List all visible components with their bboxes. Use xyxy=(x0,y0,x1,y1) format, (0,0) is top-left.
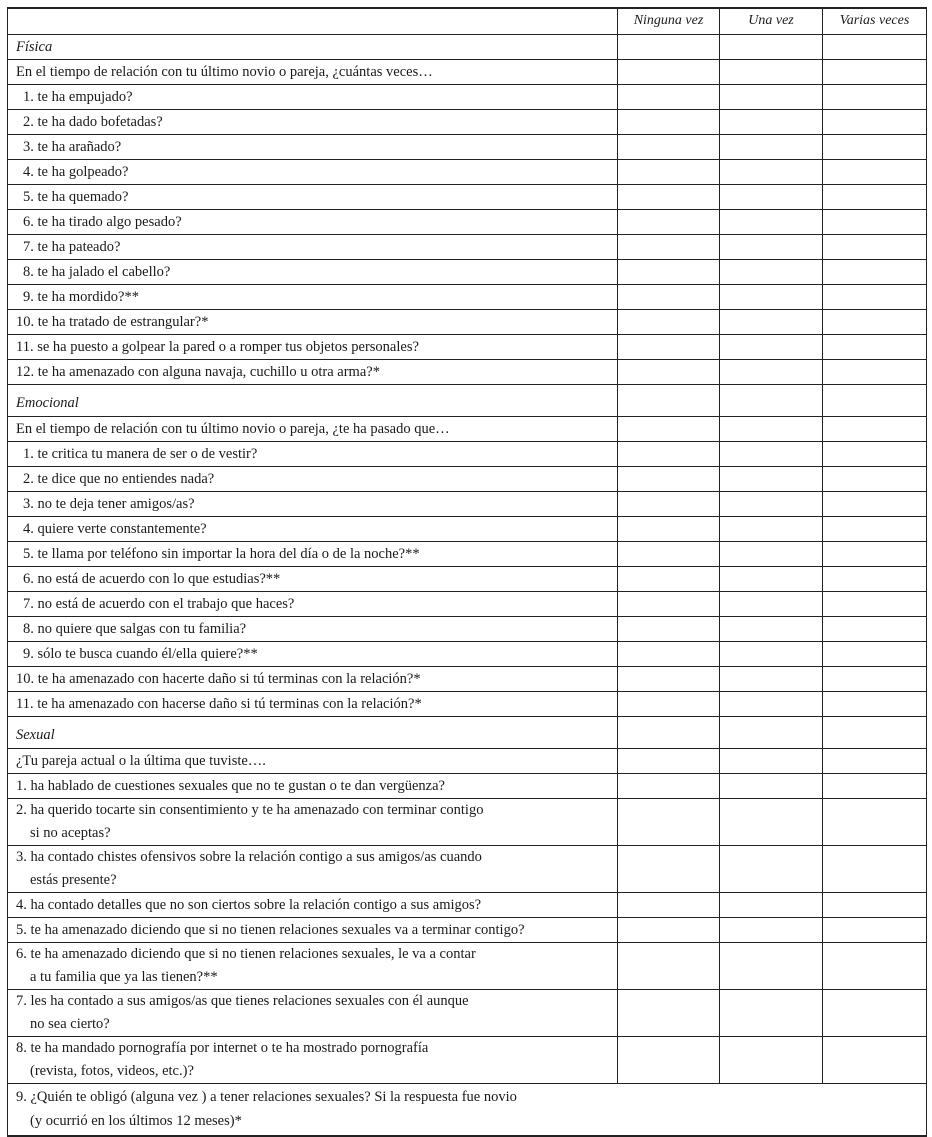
question-cell xyxy=(8,209,618,234)
question-text: 11. te ha amenazado con hacerse daño si tú terminas con la relación?* xyxy=(16,695,422,712)
question-text: 2. te ha dado bofetadas? xyxy=(23,113,163,130)
answer-cell-una-vez[interactable] xyxy=(720,184,823,209)
table-row xyxy=(8,1083,927,1136)
answer-cell-ninguna-vez[interactable] xyxy=(618,566,720,591)
questionnaire-table xyxy=(7,7,927,1137)
answer-cell-ninguna-vez[interactable] xyxy=(618,159,720,184)
table-row xyxy=(8,516,927,541)
answer-cell-una-vez[interactable] xyxy=(720,334,823,359)
answer-cell-varias-veces[interactable] xyxy=(823,591,927,616)
question-text-continued: estás presente? xyxy=(30,871,117,888)
question-text-continued: a tu familia que ya las tienen?** xyxy=(30,968,218,985)
answer-cell-ninguna-vez[interactable] xyxy=(618,666,720,691)
question-cell xyxy=(8,541,618,566)
header-varias-veces: Varias veces xyxy=(823,8,927,34)
question-text: 7. no está de acuerdo con el trabajo que haces? xyxy=(23,595,295,612)
answer-cell-ninguna-vez[interactable] xyxy=(618,616,720,641)
question-cell xyxy=(8,134,618,159)
answer-cell-varias-veces[interactable] xyxy=(823,84,927,109)
question-cell xyxy=(8,184,618,209)
answer-cell-ninguna-vez[interactable] xyxy=(618,209,720,234)
answer-cell-ninguna-vez[interactable] xyxy=(618,384,720,416)
table-row xyxy=(8,159,927,184)
header-empty-cell xyxy=(8,8,618,34)
answer-cell-una-vez[interactable] xyxy=(720,359,823,384)
answer-cell-una-vez[interactable] xyxy=(720,716,823,748)
answer-cell-varias-veces[interactable] xyxy=(823,159,927,184)
answer-cell-varias-veces[interactable] xyxy=(823,309,927,334)
answer-cell-una-vez[interactable] xyxy=(720,989,823,1036)
question-text: 9. ¿Quién te obligó (alguna vez ) a tener relaciones sexuales? Si la respuesta fue novio xyxy=(16,1089,517,1106)
question-cell xyxy=(8,416,618,441)
answer-cell-ninguna-vez[interactable] xyxy=(618,748,720,773)
answer-cell-varias-veces[interactable] xyxy=(823,748,927,773)
question-text: 6. no está de acuerdo con lo que estudias?** xyxy=(23,570,281,587)
section-heading-row xyxy=(8,34,927,59)
answer-cell-ninguna-vez[interactable] xyxy=(618,309,720,334)
table-row xyxy=(8,773,927,798)
question-cell xyxy=(8,309,618,334)
question-text: 8. te ha mandado pornografía por internet o te ha mostrado pornografía xyxy=(16,1039,429,1056)
answer-cell-ninguna-vez[interactable] xyxy=(618,845,720,892)
question-cell xyxy=(8,616,618,641)
answer-cell-ninguna-vez[interactable] xyxy=(618,773,720,798)
question-cell xyxy=(8,666,618,691)
answer-cell-varias-veces[interactable] xyxy=(823,491,927,516)
question-text-continued: (y ocurrió en los últimos 12 meses)* xyxy=(30,1113,242,1130)
question-text: 2. te dice que no entiendes nada? xyxy=(23,470,215,487)
answer-cell-una-vez[interactable] xyxy=(720,491,823,516)
table-row xyxy=(8,942,927,989)
answer-cell-ninguna-vez[interactable] xyxy=(618,591,720,616)
table-row xyxy=(8,59,927,84)
question-text: 6. te ha amenazado diciendo que si no tienen relaciones sexuales, le va a contar xyxy=(16,945,476,962)
question-text: 2. ha querido tocarte sin consentimiento y te ha amenazado con terminar contigo xyxy=(16,801,484,818)
table-row xyxy=(8,491,927,516)
answer-cell-varias-veces[interactable] xyxy=(823,516,927,541)
table-row xyxy=(8,641,927,666)
answer-cell-varias-veces[interactable] xyxy=(823,441,927,466)
question-cell xyxy=(8,234,618,259)
question-cell xyxy=(8,259,618,284)
question-text-continued: no sea cierto? xyxy=(30,1015,110,1032)
table-row xyxy=(8,691,927,716)
question-cell xyxy=(8,384,618,416)
question-cell xyxy=(8,1083,927,1136)
answer-cell-varias-veces[interactable] xyxy=(823,334,927,359)
table-row xyxy=(8,416,927,441)
answer-cell-una-vez[interactable] xyxy=(720,892,823,917)
question-text: En el tiempo de relación con tu último novio o pareja, ¿te ha pasado que… xyxy=(16,420,450,437)
answer-cell-ninguna-vez[interactable] xyxy=(618,284,720,309)
answer-cell-varias-veces[interactable] xyxy=(823,666,927,691)
answer-cell-una-vez[interactable] xyxy=(720,259,823,284)
answer-cell-varias-veces[interactable] xyxy=(823,616,927,641)
question-cell xyxy=(8,441,618,466)
table-row xyxy=(8,845,927,892)
section-heading-row xyxy=(8,716,927,748)
question-cell xyxy=(8,109,618,134)
answer-cell-varias-veces[interactable] xyxy=(823,773,927,798)
question-cell xyxy=(8,917,618,942)
header-ninguna-vez: Ninguna vez xyxy=(618,8,720,34)
answer-cell-una-vez[interactable] xyxy=(720,416,823,441)
answer-cell-varias-veces[interactable] xyxy=(823,716,927,748)
question-text: 10. te ha amenazado con hacerte daño si tú terminas con la relación?* xyxy=(16,670,421,687)
answer-cell-ninguna-vez[interactable] xyxy=(618,466,720,491)
answer-cell-varias-veces[interactable] xyxy=(823,384,927,416)
answer-cell-una-vez[interactable] xyxy=(720,541,823,566)
table-row xyxy=(8,334,927,359)
table-row xyxy=(8,466,927,491)
question-text: 3. ha contado chistes ofensivos sobre la relación contigo a sus amigos/as cuando xyxy=(16,848,482,865)
question-cell xyxy=(8,284,618,309)
table-row xyxy=(8,541,927,566)
answer-cell-ninguna-vez[interactable] xyxy=(618,134,720,159)
answer-cell-una-vez[interactable] xyxy=(720,641,823,666)
question-cell xyxy=(8,1036,618,1083)
answer-cell-una-vez[interactable] xyxy=(720,566,823,591)
answer-cell-ninguna-vez[interactable] xyxy=(618,334,720,359)
question-text: 5. te ha quemado? xyxy=(23,188,129,205)
question-cell xyxy=(8,566,618,591)
question-cell xyxy=(8,691,618,716)
question-cell xyxy=(8,359,618,384)
answer-cell-una-vez[interactable] xyxy=(720,384,823,416)
question-text: 8. no quiere que salgas con tu familia? xyxy=(23,620,247,637)
table-row xyxy=(8,109,927,134)
answer-cell-una-vez[interactable] xyxy=(720,1036,823,1083)
question-text: En el tiempo de relación con tu último novio o pareja, ¿cuántas veces… xyxy=(16,63,433,80)
table-row xyxy=(8,284,927,309)
question-cell xyxy=(8,491,618,516)
question-text: 5. te llama por teléfono sin importar la hora del día o de la noche?** xyxy=(23,545,420,562)
answer-cell-ninguna-vez[interactable] xyxy=(618,84,720,109)
table-row xyxy=(8,234,927,259)
answer-cell-ninguna-vez[interactable] xyxy=(618,491,720,516)
question-cell xyxy=(8,989,618,1036)
answer-cell-una-vez[interactable] xyxy=(720,134,823,159)
question-cell xyxy=(8,159,618,184)
question-text: 4. quiere verte constantemente? xyxy=(23,520,207,537)
section-title: Sexual xyxy=(16,726,55,743)
question-cell xyxy=(8,641,618,666)
table-row xyxy=(8,748,927,773)
answer-cell-ninguna-vez[interactable] xyxy=(618,259,720,284)
question-text: 3. te ha arañado? xyxy=(23,138,122,155)
question-text: 4. ha contado detalles que no son ciertos sobre la relación contigo a sus amigos? xyxy=(16,896,482,913)
answer-cell-una-vez[interactable] xyxy=(720,773,823,798)
answer-cell-una-vez[interactable] xyxy=(720,234,823,259)
question-text-continued: si no aceptas? xyxy=(30,824,111,841)
answer-cell-ninguna-vez[interactable] xyxy=(618,1036,720,1083)
answer-cell-varias-veces[interactable] xyxy=(823,1036,927,1083)
question-cell xyxy=(8,942,618,989)
question-cell xyxy=(8,334,618,359)
answer-cell-varias-veces[interactable] xyxy=(823,892,927,917)
question-cell xyxy=(8,84,618,109)
question-cell xyxy=(8,845,618,892)
table-row xyxy=(8,441,927,466)
answer-cell-varias-veces[interactable] xyxy=(823,798,927,845)
table-row xyxy=(8,259,927,284)
answer-cell-varias-veces[interactable] xyxy=(823,234,927,259)
answer-cell-ninguna-vez[interactable] xyxy=(618,184,720,209)
answer-cell-ninguna-vez[interactable] xyxy=(618,942,720,989)
answer-cell-varias-veces[interactable] xyxy=(823,845,927,892)
answer-cell-varias-veces[interactable] xyxy=(823,917,927,942)
answer-cell-varias-veces[interactable] xyxy=(823,416,927,441)
table-row xyxy=(8,84,927,109)
question-text-continued: (revista, fotos, videos, etc.)? xyxy=(30,1062,194,1079)
answer-cell-una-vez[interactable] xyxy=(720,109,823,134)
answer-cell-una-vez[interactable] xyxy=(720,748,823,773)
question-text: 8. te ha jalado el cabello? xyxy=(23,263,171,280)
question-text: 7. les ha contado a sus amigos/as que tienes relaciones sexuales con él aunque xyxy=(16,992,469,1009)
answer-cell-una-vez[interactable] xyxy=(720,666,823,691)
answer-cell-varias-veces[interactable] xyxy=(823,641,927,666)
answer-cell-ninguna-vez[interactable] xyxy=(618,892,720,917)
answer-cell-ninguna-vez[interactable] xyxy=(618,416,720,441)
question-cell xyxy=(8,34,618,59)
answer-cell-varias-veces[interactable] xyxy=(823,566,927,591)
answer-cell-una-vez[interactable] xyxy=(720,845,823,892)
answer-cell-una-vez[interactable] xyxy=(720,691,823,716)
answer-cell-ninguna-vez[interactable] xyxy=(618,359,720,384)
table-row xyxy=(8,666,927,691)
answer-cell-ninguna-vez[interactable] xyxy=(618,34,720,59)
answer-cell-una-vez[interactable] xyxy=(720,34,823,59)
answer-cell-una-vez[interactable] xyxy=(720,284,823,309)
answer-cell-varias-veces[interactable] xyxy=(823,942,927,989)
table-row xyxy=(8,591,927,616)
question-text: 1. ha hablado de cuestiones sexuales que no te gustan o te dan vergüenza? xyxy=(16,777,445,794)
table-row xyxy=(8,134,927,159)
table-row xyxy=(8,309,927,334)
answer-cell-una-vez[interactable] xyxy=(720,84,823,109)
answer-cell-varias-veces[interactable] xyxy=(823,466,927,491)
answer-cell-ninguna-vez[interactable] xyxy=(618,641,720,666)
answer-cell-una-vez[interactable] xyxy=(720,209,823,234)
question-text: ¿Tu pareja actual o la última que tuviste…. xyxy=(16,752,266,769)
question-text: 1. te ha empujado? xyxy=(23,88,133,105)
table-row xyxy=(8,184,927,209)
question-cell xyxy=(8,466,618,491)
question-cell xyxy=(8,892,618,917)
answer-cell-una-vez[interactable] xyxy=(720,159,823,184)
question-cell xyxy=(8,798,618,845)
table-row xyxy=(8,616,927,641)
question-text: 6. te ha tirado algo pesado? xyxy=(23,213,182,230)
answer-cell-una-vez[interactable] xyxy=(720,441,823,466)
answer-cell-ninguna-vez[interactable] xyxy=(618,516,720,541)
question-text: 1. te critica tu manera de ser o de vestir? xyxy=(23,445,258,462)
answer-cell-varias-veces[interactable] xyxy=(823,541,927,566)
answer-cell-varias-veces[interactable] xyxy=(823,989,927,1036)
answer-cell-varias-veces[interactable] xyxy=(823,284,927,309)
table-row xyxy=(8,1036,927,1083)
question-text: 4. te ha golpeado? xyxy=(23,163,129,180)
section-title: Física xyxy=(16,38,53,55)
answer-cell-varias-veces[interactable] xyxy=(823,59,927,84)
answer-cell-ninguna-vez[interactable] xyxy=(618,59,720,84)
answer-cell-ninguna-vez[interactable] xyxy=(618,541,720,566)
header-row xyxy=(8,8,927,34)
answer-cell-varias-veces[interactable] xyxy=(823,134,927,159)
answer-cell-varias-veces[interactable] xyxy=(823,209,927,234)
question-text: 9. sólo te busca cuando él/ella quiere?** xyxy=(23,645,258,662)
question-cell xyxy=(8,716,618,748)
section-title: Emocional xyxy=(16,394,79,411)
table-row xyxy=(8,566,927,591)
question-text: 10. te ha tratado de estrangular?* xyxy=(16,313,209,330)
answer-cell-una-vez[interactable] xyxy=(720,466,823,491)
answer-cell-ninguna-vez[interactable] xyxy=(618,917,720,942)
question-text: 11. se ha puesto a golpear la pared o a romper tus objetos personales? xyxy=(16,338,419,355)
table-row xyxy=(8,359,927,384)
answer-cell-ninguna-vez[interactable] xyxy=(618,716,720,748)
table-row xyxy=(8,798,927,845)
question-text: 5. te ha amenazado diciendo que si no tienen relaciones sexuales va a terminar contigo? xyxy=(16,921,525,938)
question-cell xyxy=(8,516,618,541)
question-text: 12. te ha amenazado con alguna navaja, cuchillo u otra arma?* xyxy=(16,363,380,380)
answer-cell-una-vez[interactable] xyxy=(720,798,823,845)
answer-cell-ninguna-vez[interactable] xyxy=(618,691,720,716)
question-text: 7. te ha pateado? xyxy=(23,238,121,255)
answer-cell-ninguna-vez[interactable] xyxy=(618,798,720,845)
question-cell xyxy=(8,748,618,773)
answer-cell-una-vez[interactable] xyxy=(720,616,823,641)
answer-cell-varias-veces[interactable] xyxy=(823,184,927,209)
table-row xyxy=(8,989,927,1036)
header-una-vez: Una vez xyxy=(720,8,823,34)
answer-cell-varias-veces[interactable] xyxy=(823,34,927,59)
table-row xyxy=(8,209,927,234)
section-heading-row xyxy=(8,384,927,416)
answer-cell-una-vez[interactable] xyxy=(720,942,823,989)
table-row xyxy=(8,917,927,942)
answer-cell-varias-veces[interactable] xyxy=(823,259,927,284)
table-row xyxy=(8,892,927,917)
question-text: 9. te ha mordido?** xyxy=(23,288,139,305)
answer-cell-una-vez[interactable] xyxy=(720,59,823,84)
answer-cell-una-vez[interactable] xyxy=(720,917,823,942)
answer-cell-una-vez[interactable] xyxy=(720,516,823,541)
answer-cell-ninguna-vez[interactable] xyxy=(618,989,720,1036)
question-text: 3. no te deja tener amigos/as? xyxy=(23,495,195,512)
question-cell xyxy=(8,59,618,84)
answer-cell-varias-veces[interactable] xyxy=(823,109,927,134)
question-cell xyxy=(8,773,618,798)
answer-cell-ninguna-vez[interactable] xyxy=(618,234,720,259)
answer-cell-una-vez[interactable] xyxy=(720,309,823,334)
answer-cell-varias-veces[interactable] xyxy=(823,691,927,716)
answer-cell-ninguna-vez[interactable] xyxy=(618,441,720,466)
answer-cell-ninguna-vez[interactable] xyxy=(618,109,720,134)
question-cell xyxy=(8,591,618,616)
answer-cell-varias-veces[interactable] xyxy=(823,359,927,384)
answer-cell-una-vez[interactable] xyxy=(720,591,823,616)
